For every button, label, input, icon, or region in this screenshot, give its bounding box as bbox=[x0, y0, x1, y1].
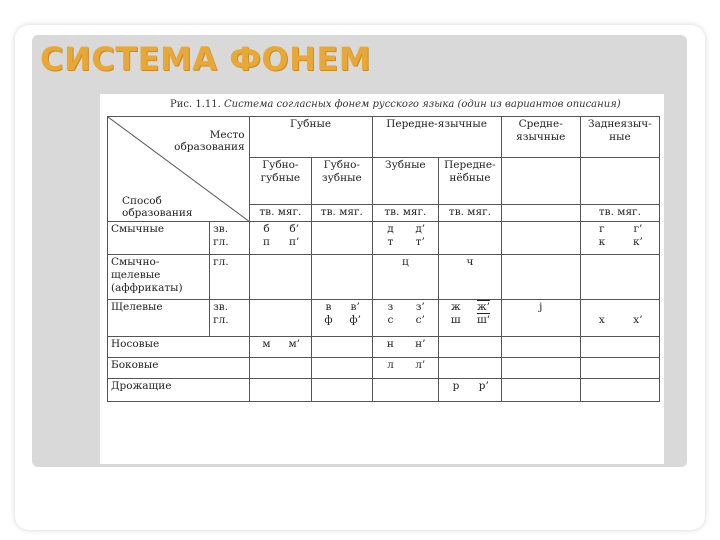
figure-caption bbox=[170, 99, 621, 110]
stops-dental: д д’ т т’ bbox=[372, 222, 439, 255]
laterals-back bbox=[580, 358, 659, 379]
header-prepalatal: Передне-нёбные bbox=[439, 158, 501, 205]
tv-myag-back: тв. мяг. bbox=[580, 205, 659, 222]
header-mid-empty bbox=[501, 158, 580, 205]
slide-title: СИСТЕМА ФОНЕМ bbox=[40, 40, 372, 78]
row-fricatives bbox=[108, 300, 660, 337]
stops-bilabial: б б’ п п’ bbox=[249, 222, 311, 255]
header-back: Заднеязыч-ные bbox=[580, 117, 659, 158]
header-labial: Губные bbox=[249, 117, 372, 158]
fricatives-back: х х’ bbox=[580, 300, 659, 337]
tv-myag-prepalatal: тв. мяг. bbox=[439, 205, 501, 222]
laterals-mid bbox=[501, 358, 580, 379]
row-affricates bbox=[108, 255, 660, 300]
fricatives-prepalatal: ж ж’ ш ш’ bbox=[439, 300, 501, 337]
affricates-bilabial bbox=[249, 255, 311, 300]
trills-back bbox=[580, 379, 659, 402]
affricates-sub: гл. bbox=[210, 255, 250, 300]
nasals-labiodental bbox=[312, 337, 372, 358]
laterals-prepalatal bbox=[439, 358, 501, 379]
tv-myag-mid-empty bbox=[501, 205, 580, 222]
caption-prefix: Рис. 1.11. bbox=[170, 99, 221, 110]
affricates-back bbox=[580, 255, 659, 300]
nasals-bilabial: м м’ bbox=[249, 337, 311, 358]
stops-mid bbox=[501, 222, 580, 255]
header-front: Передне-язычные bbox=[372, 117, 501, 158]
fricatives-sub: зв. гл. bbox=[210, 300, 250, 337]
fricatives-mid: j bbox=[501, 300, 580, 337]
affricates-labiodental bbox=[312, 255, 372, 300]
laterals-bilabial bbox=[249, 358, 311, 379]
header-back-empty bbox=[580, 158, 659, 205]
header-labiodental: Губно-зубные bbox=[312, 158, 372, 205]
trills-bilabial bbox=[249, 379, 311, 402]
stops-sub: зв. гл. bbox=[210, 222, 250, 255]
scanned-document bbox=[100, 94, 664, 464]
row-laterals bbox=[108, 358, 660, 379]
header-bilabial: Губно-губные bbox=[249, 158, 311, 205]
stops-name: Смычные bbox=[108, 222, 210, 255]
laterals-name: Боковые bbox=[108, 358, 250, 379]
affricates-dental: ц bbox=[372, 255, 439, 300]
nasals-prepalatal bbox=[439, 337, 501, 358]
trills-labiodental bbox=[312, 379, 372, 402]
mode-label: Способ образования bbox=[122, 195, 193, 219]
tv-myag-bilabial: тв. мяг. bbox=[249, 205, 311, 222]
header-mid: Средне-язычные bbox=[501, 117, 580, 158]
nasals-dental: н н’ bbox=[372, 337, 439, 358]
stops-back: г г’ к к’ bbox=[580, 222, 659, 255]
fricatives-labiodental: в в’ ф ф’ bbox=[312, 300, 372, 337]
stops-prepalatal bbox=[439, 222, 501, 255]
trills-name: Дрожащие bbox=[108, 379, 250, 402]
nasals-mid bbox=[501, 337, 580, 358]
trills-mid bbox=[501, 379, 580, 402]
laterals-labiodental bbox=[312, 358, 372, 379]
trills-prepalatal: р р’ bbox=[439, 379, 501, 402]
laterals-dental: л л’ bbox=[372, 358, 439, 379]
trills-dental bbox=[372, 379, 439, 402]
fricatives-dental: з з’ с с’ bbox=[372, 300, 439, 337]
affricates-prepalatal: ч bbox=[439, 255, 501, 300]
fricatives-bilabial bbox=[249, 300, 311, 337]
nasals-name: Носовые bbox=[108, 337, 250, 358]
header-dental: Зубные bbox=[372, 158, 439, 205]
row-stops bbox=[108, 222, 660, 255]
fricatives-name: Щелевые bbox=[108, 300, 210, 337]
stops-labiodental bbox=[312, 222, 372, 255]
header-row-1 bbox=[108, 117, 660, 158]
phoneme-table bbox=[107, 116, 660, 402]
row-nasals bbox=[108, 337, 660, 358]
nasals-back bbox=[580, 337, 659, 358]
place-label: Место образования bbox=[174, 129, 245, 153]
tv-myag-dental: тв. мяг. bbox=[372, 205, 439, 222]
caption-text: Система согласных фонем русского языка (один из вариантов описания) bbox=[223, 99, 621, 110]
corner-cell bbox=[108, 117, 250, 222]
row-trills bbox=[108, 379, 660, 402]
tv-myag-labiodental: тв. мяг. bbox=[312, 205, 372, 222]
affricates-mid bbox=[501, 255, 580, 300]
affricates-name: Смычно-щелевые (аффрикаты) bbox=[108, 255, 210, 300]
